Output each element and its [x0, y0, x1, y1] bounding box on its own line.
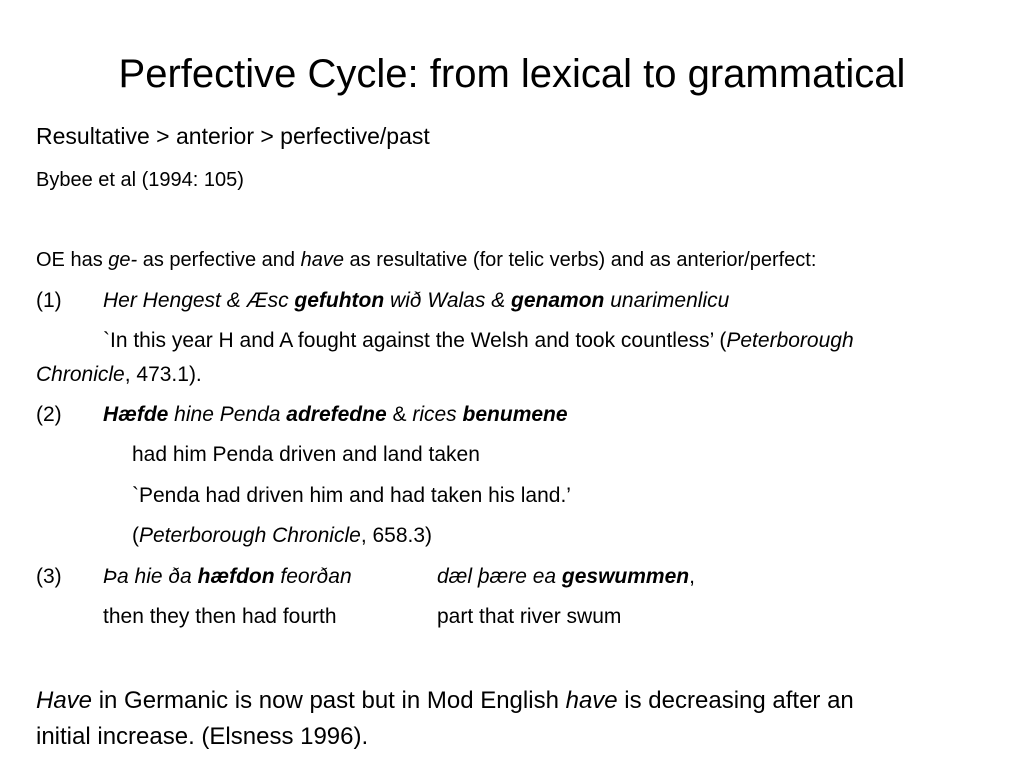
oe-text-c: as resultative (for telic verbs) and as anterior/perfect:	[343, 249, 817, 271]
citation-line: Bybee et al (1994: 105)	[36, 169, 244, 191]
ex2-src-a: (	[132, 524, 139, 547]
example-1-translation	[103, 327, 854, 355]
final-have-2: have	[565, 687, 618, 714]
ex3-t1: Þa hie ða	[103, 565, 198, 588]
ex1-source-1: Peterborough	[726, 329, 854, 352]
ex1-t2: gefuhton	[294, 289, 385, 312]
example-1-source-cont	[36, 361, 202, 389]
ex3-second-column	[437, 563, 695, 591]
cycle-line: Resultative > anterior > perfective/past	[36, 123, 430, 149]
ex1-t3: wið Walas &	[384, 289, 512, 312]
example-3-line	[36, 563, 996, 591]
oe-text-b: as perfective and	[137, 249, 301, 271]
example-3-number: (3)	[36, 565, 62, 588]
example-2-source	[132, 522, 432, 550]
ex3-t2: hæfdon	[197, 565, 275, 588]
oe-ge: ge-	[108, 249, 138, 271]
final-paragraph-line-1	[36, 683, 854, 719]
ex3-gloss-a: then they then had fourth	[103, 605, 337, 628]
example-2-translation: `Penda had driven him and had taken his land.’	[132, 484, 571, 507]
example-2-gloss: had him Penda driven and land taken	[132, 443, 480, 466]
example-1-number: (1)	[36, 289, 62, 312]
ex1-t4: genamon	[511, 289, 605, 312]
oe-statement	[36, 246, 816, 274]
slide-title: Perfective Cycle: from lexical to grammatical	[118, 52, 906, 96]
ex3-t6: ,	[689, 565, 695, 588]
oe-text-a: OE has	[36, 249, 109, 271]
ex1-source-ref: , 473.1).	[124, 363, 202, 386]
ex2-t4: &	[386, 403, 413, 426]
ex2-src-b: , 658.3)	[360, 524, 433, 547]
ex1-t1: Her Hengest & Æsc	[103, 289, 295, 312]
example-3-gloss	[36, 603, 996, 631]
ex2-src-i: Peterborough Chronicle	[139, 524, 361, 547]
ex2-t5: rices	[412, 403, 457, 426]
final-have-1: Have	[36, 687, 93, 714]
final-text-b: is decreasing after an	[617, 687, 854, 714]
example-2-line	[36, 401, 568, 429]
final-paragraph-line-2: initial increase. (Elsness 1996).	[36, 723, 369, 750]
ex1-trans: `In this year H and A fought against the Welsh and took countless’ (	[103, 329, 727, 352]
ex3-t4: dæl þære ea	[437, 565, 562, 588]
ex1-source-2: Chronicle	[36, 363, 125, 386]
final-text-a: in Germanic is now past but in Mod English	[92, 687, 566, 714]
ex3-t5: geswummen	[561, 565, 690, 588]
oe-have: have	[300, 249, 344, 271]
ex2-t3: adrefedne	[286, 403, 387, 426]
ex3-t3: feorðan	[274, 565, 352, 588]
ex2-t7: benumene	[462, 403, 568, 426]
ex3-gloss-b: part that river swum	[437, 605, 622, 628]
ex2-t2: hine Penda	[168, 403, 287, 426]
ex2-t1: Hæfde	[103, 403, 169, 426]
ex1-t5: unarimenlicu	[604, 289, 730, 312]
example-2-number: (2)	[36, 403, 62, 426]
example-1-line	[36, 287, 729, 315]
